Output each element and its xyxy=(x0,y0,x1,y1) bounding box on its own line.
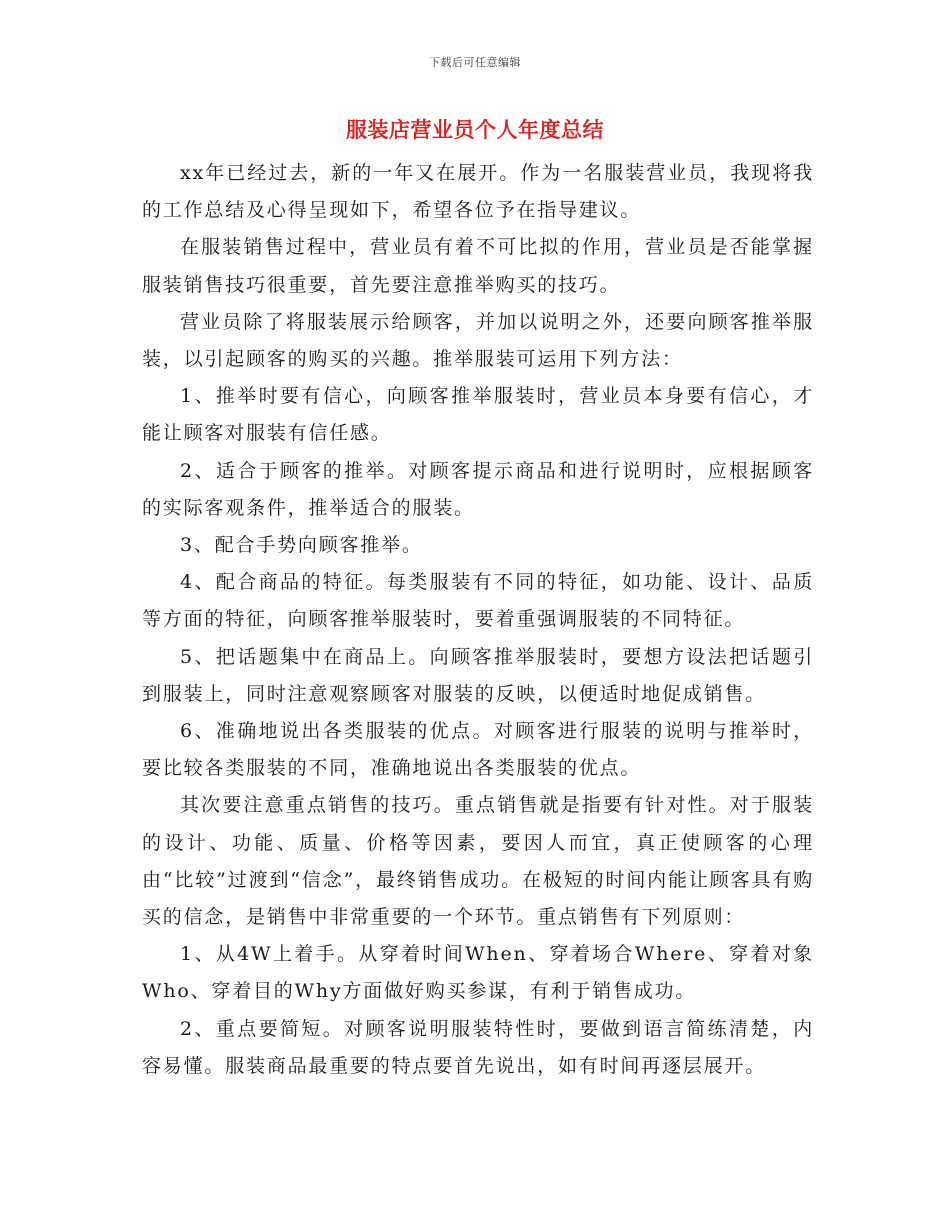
paragraph-recommend-methods: 营业员除了将服装展示给顾客，并加以说明之外，还要向顾客推举服装，以引起顾客的购买的兴趣。推举服装可运用下列方法： xyxy=(142,310,814,371)
paragraph-method-3: 3、配合手势向顾客推举。 xyxy=(180,534,423,557)
paragraph-principle-1: 1、从4W上着手。从穿着时间When、穿着场合Where、穿着对象Who、穿着目的Why方面做好购买参谋，有利于销售成功。 xyxy=(142,943,814,1003)
paragraph-method-6: 6、准确地说出各类服装的优点。对顾客进行服装的说明与推举时，要比较各类服装的不同，准确地说出各类服装的优点。 xyxy=(142,720,814,780)
paragraph-method-2: 2、适合于顾客的推举。对顾客提示商品和进行说明时，应根据顾客的实际客观条件，推举适合的服装。 xyxy=(142,459,814,519)
paragraph-role: 在服装销售过程中，营业员有着不可比拟的作用，营业员是否能掌握服装销售技巧很重要，首先要注意推举购买的技巧。 xyxy=(142,236,814,296)
header-note: 下载后可任意编辑 xyxy=(429,56,521,69)
paragraph-intro: xx年已经过去，新的一年又在展开。作为一名服装营业员，我现将我的工作总结及心得呈现如下，希望各位予在指导建议。 xyxy=(142,162,814,222)
paragraph-method-5: 5、把话题集中在商品上。向顾客推举服装时，要想方设法把话题引到服装上，同时注意观察顾客对服装的反映，以便适时地促成销售。 xyxy=(142,645,814,705)
paragraph-key-selling: 其次要注意重点销售的技巧。重点销售就是指要有针对性。对于服装的设计、功能、质量、价格等因素，要因人而宜，真正使顾客的心理由“比较”过渡到“信念”，最终销售成功。在极短的时间内能让顾客具有购买的信念，是销售中非常重要的一个环节。重点销售有下列原则： xyxy=(142,794,814,929)
document-title: 服装店营业员个人年度总结 xyxy=(346,117,604,142)
document-body xyxy=(142,155,814,1085)
paragraph-method-4: 4、配合商品的特征。每类服装有不同的特征，如功能、设计、品质等方面的特征，向顾客推举服装时，要着重强调服装的不同特征。 xyxy=(142,571,814,631)
paragraph-principle-2: 2、重点要简短。对顾客说明服装特性时，要做到语言简练清楚，内容易懂。服装商品最重要的特点要首先说出，如有时间再逐层展开。 xyxy=(142,1017,814,1077)
paragraph-method-1: 1、推举时要有信心，向顾客推举服装时，营业员本身要有信心，才能让顾客对服装有信任感。 xyxy=(142,385,814,445)
